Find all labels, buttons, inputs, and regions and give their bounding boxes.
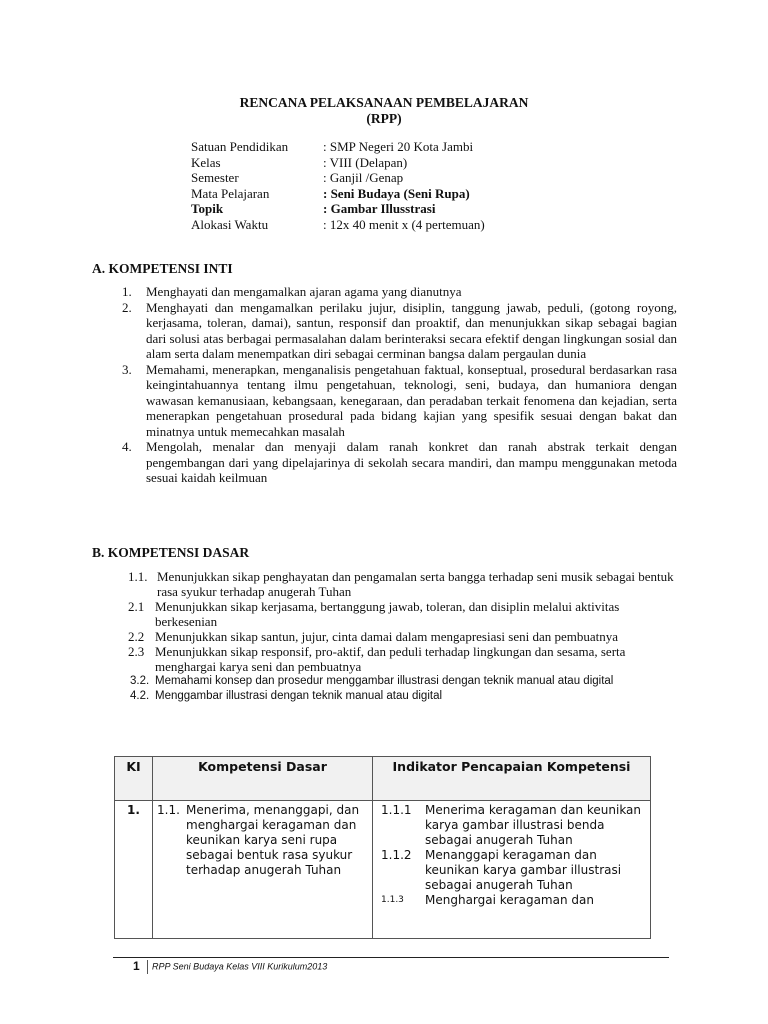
list-text: Menunjukkan sikap responsif, pro-aktif, dan peduli terhadap lingkungan dan sesama, serta menghargai karya seni dan pembuatnya: [155, 644, 626, 674]
identity-label: Semester: [191, 170, 239, 185]
kompetensi-inti-list: [122, 284, 677, 486]
footer-separator: [147, 960, 148, 974]
list-number: 1.1.: [128, 569, 148, 584]
identity-value: : VIII (Delapan): [323, 154, 408, 170]
indicator-text: Menerima keragaman dan keunikan karya gambar illustrasi benda sebagai anugerah Tuhan: [425, 803, 642, 847]
identity-label: Topik: [191, 201, 224, 216]
identity-label: Satuan Pendidikan: [191, 139, 289, 154]
indicator-number: 1.1.3: [381, 895, 404, 905]
list-item: [122, 300, 677, 362]
section-heading-kompetensi-dasar: B. KOMPETENSI DASAR: [92, 545, 250, 560]
document-subtitle: (RPP): [366, 111, 402, 126]
identity-value: : Gambar Illusstrasi: [323, 201, 436, 216]
section-heading-kompetensi-inti: A. KOMPETENSI INTI: [92, 261, 233, 276]
list-item: [128, 629, 678, 644]
list-text: Menghayati dan mengamalkan ajaran agama yang dianutnya: [146, 284, 462, 299]
header-indikator: Indikator Pencapaian Kompetensi: [373, 757, 651, 801]
list-number: 2.3: [128, 644, 145, 659]
list-text: Memahami, menerapkan, menganalisis pengetahuan faktual, konseptual, prosedural berdasarkan rasa keingintahuannya tentang ilmu pengetahuan, teknologi, seni, budaya, dan humaniora dengan wawasan kemanusiaan, kebangsaan, kenegaraan, dan peradaban terkait fenomena dan kejadian, serta menerapkan pengetahuan prosedural pada bidang kajian yang spesifik sesuai dengan bakat dan minatnya untuk memecahkan masalah: [146, 361, 677, 439]
identity-block: [191, 139, 485, 232]
identity-label: Alokasi Waktu: [191, 216, 269, 232]
identity-label: Mata Pelajaran: [191, 185, 270, 201]
list-item: [122, 362, 677, 440]
list-number: 2.: [122, 299, 132, 315]
list-text: Menggambar illustrasi dengan teknik manual atau digital: [155, 690, 443, 702]
list-text: Mengolah, menalar dan menyaji dalam ranah konkret dan ranah abstrak terkait dengan pengembangan dari yang dipelajarinya di sekolah secara mandiri, dan mampu menggunakan metoda sesuai kaidah keilmuan: [146, 439, 677, 485]
list-item: [128, 644, 678, 674]
kd-number: 1.1.: [157, 803, 180, 817]
identity-row: [191, 217, 485, 233]
document-title: RENCANA PELAKSANAAN PEMBELAJARAN: [239, 95, 529, 110]
list-item: [122, 284, 677, 300]
list-number: 3.2.: [130, 675, 150, 687]
table-header-row: [115, 757, 651, 801]
identity-value: : SMP Negeri 20 Kota Jambi: [323, 139, 474, 154]
identity-row: [191, 201, 485, 217]
list-number: 4.2.: [130, 690, 150, 702]
list-text: Menunjukkan sikap santun, jujur, cinta damai dalam mengapresiasi seni dan pembuatnya: [155, 629, 619, 644]
kd-entry: [153, 803, 372, 878]
list-item: [128, 599, 678, 629]
identity-value: : 12x 40 menit x (4 pertemuan): [323, 216, 485, 232]
list-item: [122, 439, 677, 486]
cell-indikator: [373, 801, 651, 939]
header-ki: KI: [115, 757, 153, 801]
identity-row: [191, 186, 485, 202]
page-footer: [133, 958, 327, 974]
cell-kompetensi-dasar: [153, 801, 373, 939]
list-text: Menghayati dan mengamalkan perilaku jujur, disiplin, tanggung jawab, peduli, (gotong royong, kerjasama, toleran, damai), santun, responsif dan proaktif, dan menunjukkan sikap sebagai bagian dari solusi atas berbagai permasalahan dalam berinteraksi secara efektif dengan lingkungan sosial dan alam serta dalam menempatkan diri sebagai cerminan bangsa dalam pergaulan dunia: [146, 299, 677, 361]
list-number: 4.: [122, 439, 132, 454]
identity-row: [191, 170, 485, 186]
kd-text: Menerima, menanggapi, dan menghargai keragaman dan keunikan karya seni rupa sebagai bentuk rasa syukur terhadap anugerah Tuhan: [186, 803, 360, 877]
list-item: [128, 689, 678, 704]
competency-table: [114, 756, 651, 939]
identity-row: [191, 155, 485, 171]
list-number: 1.: [122, 284, 132, 299]
kompetensi-dasar-list: [128, 569, 678, 704]
list-number: 2.2: [128, 629, 145, 644]
list-item: [128, 674, 678, 689]
indicator-entry: [373, 803, 650, 848]
indicator-text: Menghargai keragaman dan: [425, 893, 594, 907]
identity-row: [191, 139, 485, 155]
indicator-number: 1.1.1: [381, 803, 412, 817]
indicator-entry: [373, 893, 650, 908]
identity-value: : Ganjil /Genap: [323, 170, 404, 185]
table-row: [115, 801, 651, 939]
page-number: 1: [133, 959, 140, 973]
list-number: 3.: [122, 361, 132, 377]
identity-value: : Seni Budaya (Seni Rupa): [323, 185, 470, 201]
footer-text: RPP Seni Budaya Kelas VIII Kurikulum2013: [152, 961, 328, 972]
indicator-text: Menanggapi keragaman dan keunikan karya gambar illustrasi sebagai anugerah Tuhan: [425, 848, 622, 892]
list-text: Menunjukkan sikap penghayatan dan pengamalan serta bangga terhadap seni musik sebagai bentuk rasa syukur terhadap anugerah Tuhan: [157, 569, 674, 599]
cell-ki: 1.: [115, 801, 153, 939]
list-text: Menunjukkan sikap kerjasama, bertanggung jawab, toleran, dan disiplin melalui aktivitas berkesenian: [155, 599, 620, 629]
indicator-entry: [373, 848, 650, 893]
list-text: Memahami konsep dan prosedur menggambar illustrasi dengan teknik manual atau digital: [155, 675, 614, 687]
list-item: [128, 569, 678, 599]
indicator-number: 1.1.2: [381, 848, 412, 862]
header-kompetensi-dasar: Kompetensi Dasar: [153, 757, 373, 801]
identity-label: Kelas: [191, 154, 221, 170]
list-number: 2.1: [128, 599, 145, 614]
